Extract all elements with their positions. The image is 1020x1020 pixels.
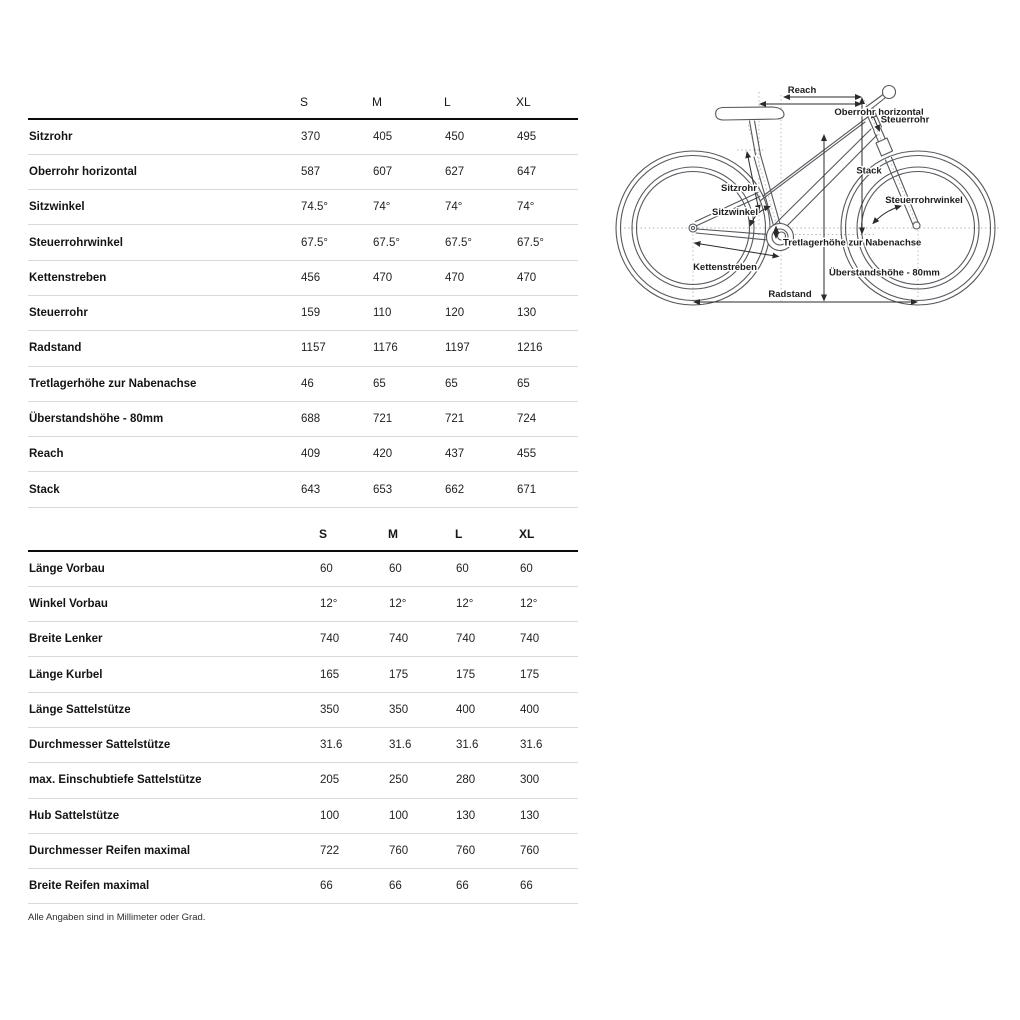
spec-label: Reach [29, 448, 64, 461]
label-steuerrohrwinkel: Steuerrohrwinkel [885, 195, 963, 206]
spec-row [28, 657, 578, 692]
spec-value: 12° [389, 597, 407, 610]
spec-label: Radstand [29, 342, 82, 355]
spec-label: Durchmesser Sattelstütze [29, 739, 171, 752]
spec-value: 437 [445, 448, 465, 461]
spec-value: 67.5° [517, 236, 544, 249]
spec-value: 60 [456, 562, 469, 575]
spec-row [28, 437, 578, 472]
spec-value: 100 [320, 809, 340, 822]
spec-value: 643 [301, 483, 321, 496]
header-spacer [28, 515, 319, 551]
spec-value: 1197 [445, 342, 470, 355]
frame [696, 108, 882, 240]
spec-value: 456 [301, 271, 321, 284]
spec-value: 470 [373, 271, 393, 284]
spec-label: Hub Sattelstütze [29, 809, 120, 822]
bike-geometry-diagram [608, 75, 1013, 310]
spec-value: 74.5° [301, 201, 328, 214]
label-stack: Stack [856, 165, 882, 177]
rear-wheel [616, 151, 770, 305]
spec-row [28, 401, 578, 436]
spec-value: 31.6 [389, 739, 412, 752]
spec-row [28, 869, 578, 904]
spec-row [28, 763, 578, 798]
bike-diagram-svg [608, 75, 1013, 310]
spec-value: 65 [517, 377, 530, 390]
spec-value: 470 [445, 271, 465, 284]
spec-label: Länge Vorbau [29, 562, 105, 575]
spec-value: 12° [320, 597, 338, 610]
spec-value: 60 [389, 562, 402, 575]
spec-value: 300 [520, 774, 540, 787]
spec-value: 409 [301, 448, 321, 461]
spec-value: 66 [520, 880, 533, 893]
spec-value: 1216 [517, 342, 543, 355]
spec-value: 653 [373, 483, 393, 496]
spec-label: Länge Kurbel [29, 668, 103, 681]
spec-value: 400 [520, 703, 540, 716]
spec-value: 31.6 [520, 739, 543, 752]
spec-value: 721 [373, 413, 393, 426]
spec-value: 470 [517, 271, 537, 284]
spec-label: Steuerrohr [29, 307, 88, 320]
spec-value: 740 [520, 633, 540, 646]
label-tretlagerhoehe: Tretlagerhöhe zur Nabenachse [783, 237, 922, 249]
spec-value: 495 [517, 130, 537, 143]
spec-label: Durchmesser Reifen maximal [29, 845, 191, 858]
spec-value: 175 [520, 668, 540, 681]
spec-value: 110 [373, 307, 392, 320]
spec-row [28, 622, 578, 657]
spec-row [28, 119, 578, 154]
spec-row [28, 586, 578, 621]
spec-row [28, 798, 578, 833]
spec-label: Breite Lenker [29, 633, 103, 646]
label-steuerrohr: Steuerrohr [880, 114, 930, 126]
spec-value: 66 [456, 880, 469, 893]
fork [874, 128, 920, 229]
spec-value: 607 [373, 165, 393, 178]
size-column-header: S [319, 527, 328, 541]
spec-row [28, 154, 578, 189]
units-note: Alle Angaben sind in Millimeter oder Grad. [28, 912, 206, 923]
size-column-header: XL [519, 527, 535, 541]
spec-row [28, 727, 578, 762]
spec-value: 120 [445, 307, 465, 320]
spec-value: 1157 [301, 342, 326, 355]
spec-value: 760 [520, 845, 540, 858]
spec-value: 724 [517, 413, 537, 426]
spec-value: 647 [517, 165, 537, 178]
spec-value: 67.5° [301, 236, 328, 249]
spec-value: 455 [517, 448, 537, 461]
spec-value: 740 [320, 633, 340, 646]
spec-value: 420 [373, 448, 393, 461]
spec-label: Tretlagerhöhe zur Nabenachse [29, 377, 197, 390]
spec-label: Sitzwinkel [29, 201, 85, 214]
spec-value: 250 [389, 774, 409, 787]
spec-value: 760 [456, 845, 476, 858]
spec-value: 740 [456, 633, 476, 646]
spec-value: 280 [456, 774, 476, 787]
size-column-header: M [372, 95, 382, 109]
spec-value: 66 [389, 880, 402, 893]
spec-value: 74° [373, 201, 391, 214]
spec-value: 65 [445, 377, 458, 390]
spec-value: 350 [389, 703, 409, 716]
spec-label: Kettenstreben [29, 271, 107, 284]
spec-row [28, 260, 578, 295]
spec-label: Breite Reifen maximal [29, 880, 150, 893]
spec-value: 688 [301, 413, 321, 426]
size-header-row [28, 88, 578, 119]
spec-value: 760 [389, 845, 409, 858]
header-spacer [28, 88, 300, 119]
spec-value: 100 [389, 809, 409, 822]
size-column-header: L [444, 95, 451, 109]
spec-row [28, 692, 578, 727]
spec-label: Oberrohr horizontal [29, 165, 137, 178]
spec-label: max. Einschubtiefe Sattelstütze [29, 774, 202, 787]
spec-value: 130 [520, 809, 540, 822]
geometry-table-components [28, 515, 578, 904]
spec-value: 740 [389, 633, 409, 646]
label-radstand: Radstand [768, 289, 812, 300]
label-kettenstreben: Kettenstreben [693, 262, 757, 273]
spec-label: Winkel Vorbau [29, 597, 108, 610]
spec-row [28, 225, 578, 260]
spec-row [28, 472, 578, 507]
spec-row [28, 295, 578, 330]
geometry-table-primary [28, 88, 578, 508]
spec-value: 130 [456, 809, 476, 822]
spec-value: 165 [320, 668, 340, 681]
spec-value: 662 [445, 483, 465, 496]
spec-value: 60 [320, 562, 333, 575]
label-sitzrohr: Sitzrohr [721, 183, 757, 194]
spec-value: 66 [320, 880, 333, 893]
spec-value: 67.5° [373, 236, 400, 249]
saddle [716, 107, 784, 120]
label-sitzwinkel: Sitzwinkel [712, 207, 758, 218]
spec-value: 12° [520, 597, 538, 610]
spec-value: 671 [517, 483, 537, 496]
spec-value: 175 [456, 668, 476, 681]
spec-label: Überstandshöhe - 80mm [29, 413, 164, 426]
spec-row [28, 833, 578, 868]
spec-row [28, 551, 578, 586]
spec-value: 60 [520, 562, 533, 575]
size-column-header: XL [516, 95, 531, 109]
spec-value: 350 [320, 703, 340, 716]
size-column-header: M [388, 527, 398, 541]
spec-value: 405 [373, 130, 393, 143]
spec-label: Stack [29, 483, 60, 496]
size-header-row [28, 515, 578, 551]
spec-value: 65 [373, 377, 386, 390]
spec-value: 159 [301, 307, 321, 320]
spec-value: 721 [445, 413, 465, 426]
spec-value: 74° [445, 201, 463, 214]
label-ueberstandshoehe: Überstandshöhe - 80mm [829, 267, 940, 279]
size-column-header: L [455, 527, 463, 541]
spec-value: 175 [389, 668, 409, 681]
spec-value: 400 [456, 703, 476, 716]
spec-value: 67.5° [445, 236, 472, 249]
spec-value: 205 [320, 774, 340, 787]
label-oberrohr: Oberrohr horizontal [834, 107, 924, 118]
spec-value: 587 [301, 165, 321, 178]
spec-value: 46 [301, 377, 314, 390]
spec-value: 130 [517, 307, 537, 320]
spec-label: Länge Sattelstütze [29, 703, 131, 716]
spec-value: 74° [517, 201, 535, 214]
spec-row [28, 190, 578, 225]
label-reach: Reach [787, 85, 817, 96]
spec-value: 627 [445, 165, 465, 178]
spec-row [28, 331, 578, 366]
size-column-header: S [300, 95, 309, 109]
spec-label: Sitzrohr [29, 130, 73, 143]
spec-value: 12° [456, 597, 474, 610]
spec-value: 31.6 [320, 739, 343, 752]
spec-value: 31.6 [456, 739, 479, 752]
spec-value: 450 [445, 130, 465, 143]
spec-value: 722 [320, 845, 340, 858]
spec-value: 1176 [373, 342, 398, 355]
spec-row [28, 366, 578, 401]
spec-label: Steuerrohrwinkel [29, 236, 123, 249]
spec-value: 370 [301, 130, 321, 143]
